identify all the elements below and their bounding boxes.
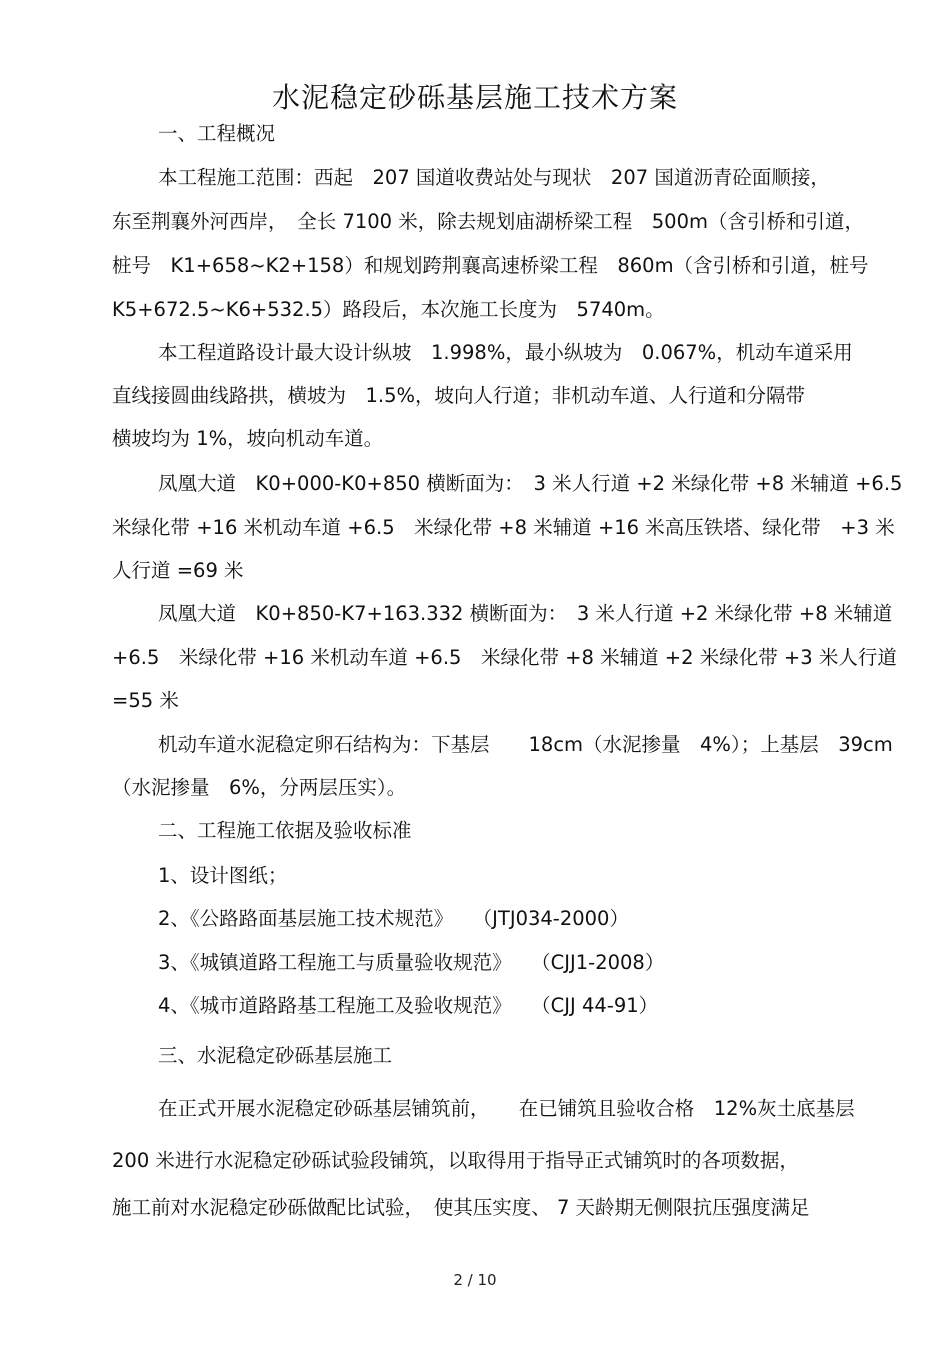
list-item: 2、《公路路面基层施工技术规范》 （JTJ034-2000） (158, 907, 629, 930)
paragraph-line: 米绿化带 +16 米机动车道 +6.5 米绿化带 +8 米辅道 +16 米高压铁塔、绿化带 +3 米 (112, 516, 895, 539)
paragraph-line: 横坡均为 1%，坡向机动车道。 (112, 427, 384, 450)
paragraph-line: K5+672.5~K6+532.5）路段后，本次施工长度为 5740m。 (112, 298, 665, 321)
paragraph-line: 东至荆襄外河西岸， 全长 7100 米，除去规划庙湖桥梁工程 500m（含引桥和引道， (112, 210, 864, 233)
paragraph-line: 凤凰大道 K0+850-K7+163.332 横断面为： 3 米人行道 +2 米绿化带 +8 米辅道 (158, 602, 893, 625)
paragraph-line: 桩号 K1+658~K2+158）和规划跨荆襄高速桥梁工程 860m（含引桥和引道，桩号 (112, 254, 869, 277)
document-title: 水泥稳定砂砾基层施工技术方案 (271, 81, 678, 114)
paragraph-line: =55 米 (112, 689, 179, 712)
paragraph-line: 本工程施工范围：西起 207 国道收费站处与现状 207 国道沥青砼面顺接， (158, 166, 830, 189)
paragraph-line: 本工程道路设计最大设计纵坡 1.998%，最小纵坡为 0.067%，机动车道采用 (158, 341, 853, 364)
paragraph-line: 200 米进行水泥稳定砂砾试验段铺筑，以取得用于指导正式铺筑时的各项数据， (112, 1149, 799, 1172)
section-heading: 二、工程施工依据及验收标准 (158, 819, 412, 842)
paragraph-line: +6.5 米绿化带 +16 米机动车道 +6.5 米绿化带 +8 米辅道 +2 米绿化带 +3 米人行道 (112, 646, 897, 669)
section-heading: 一、工程概况 (158, 122, 276, 145)
section-heading: 三、水泥稳定砂砾基层施工 (158, 1044, 393, 1067)
page-number: 2 / 10 (453, 1271, 497, 1289)
paragraph-line: 人行道 =69 米 (112, 559, 244, 582)
list-item: 4、《城市道路路基工程施工及验收规范》 （CJJ 44-91） (158, 994, 659, 1017)
paragraph-line: 在正式开展水泥稳定砂砾基层铺筑前， 在已铺筑且验收合格 12%灰土底基层 (158, 1097, 855, 1120)
paragraph-line: （水泥掺量 6%，分两层压实）。 (112, 776, 407, 799)
paragraph-line: 凤凰大道 K0+000-K0+850 横断面为： 3 米人行道 +2 米绿化带 +8 米辅道 +6.5 (158, 472, 903, 495)
paragraph-line: 机动车道水泥稳定卵石结构为：下基层 18cm（水泥掺量 4%）；上基层 39cm (158, 733, 893, 756)
list-item: 3、《城镇道路工程施工与质量验收规范》 （CJJ1-2008） (158, 951, 665, 974)
list-item: 1、设计图纸； (158, 864, 288, 887)
paragraph-line: 直线接圆曲线路拱，横坡为 1.5%，坡向人行道；非机动车道、人行道和分隔带 (112, 384, 806, 407)
paragraph-line: 施工前对水泥稳定砂砾做配比试验， 使其压实度、 7 天龄期无侧限抗压强度满足 (112, 1196, 810, 1219)
